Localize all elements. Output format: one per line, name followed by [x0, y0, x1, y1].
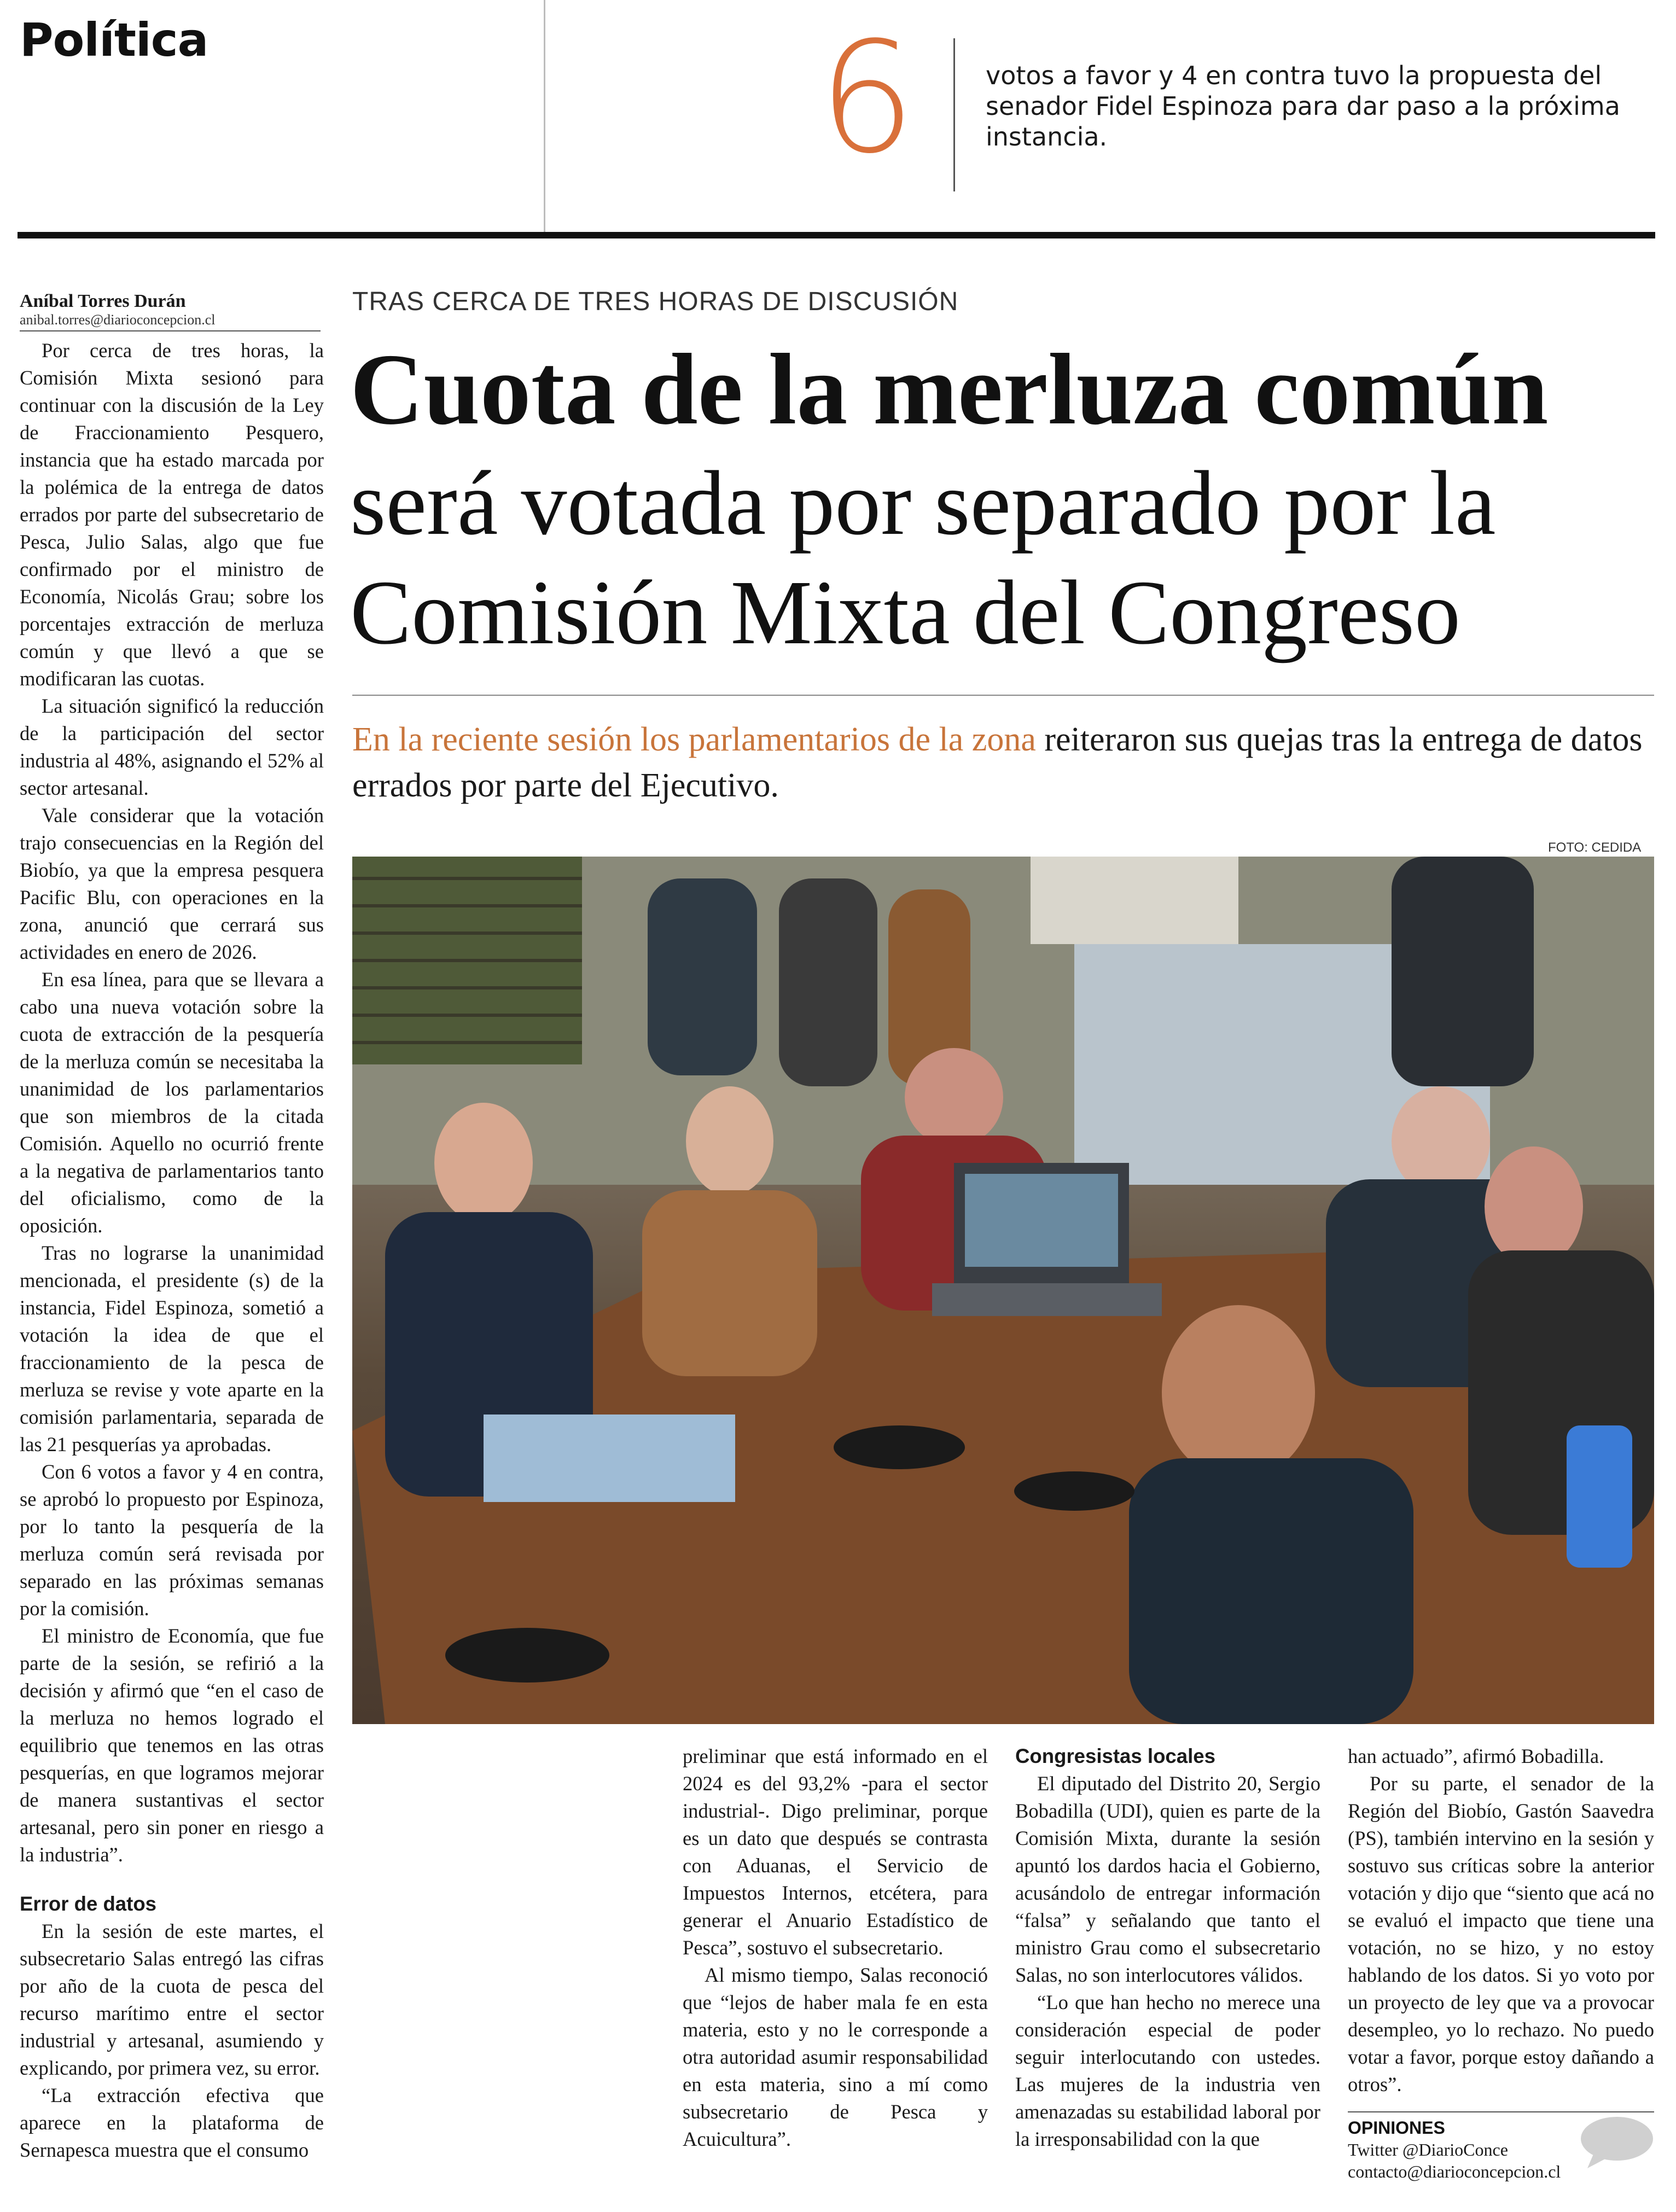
- session-photo: [352, 857, 1654, 1724]
- paragraph: En la sesión de este martes, el subsecretario Salas entregó las cifras por año de la cuota de pesca del recurso marítimo entre el sector industrial y artesanal, asumiendo y explicando, por primera vez, su error.: [20, 1920, 324, 2079]
- paragraph: El diputado del Distrito 20, Sergio Bobadilla (UDI), quien es parte de la Comisión Mixta, durante la sesión apuntó los dardos hacia el Gobierno, acusándolo de entregar información “falsa” y señalando que tanto el ministro Grau como el subsecretario Salas, no son interlocutores válidos.: [1015, 1772, 1320, 1986]
- opinions-label: OPINIONES: [1348, 2118, 1445, 2138]
- photo-person-camera: [1392, 857, 1534, 1086]
- deck: [352, 717, 1654, 808]
- footer-rule: [1348, 2111, 1654, 2112]
- paragraph: Vale considerar que la votación trajo consecuencias en la Región del Biobío, ya que la empresa pesquera Pacific Blu, con operaciones en la zona, anunció que cerrará sus actividades en enero de 2026.: [20, 804, 324, 963]
- photo-papers: [484, 1414, 735, 1502]
- byline-rule: [20, 330, 321, 331]
- paragraph: preliminar que está informado en el 2024 es del 93,2% -para el sector industrial-. Digo preliminar, porque es un dato que después se contrasta con Aduanas, el Servicio de Impuestos Internos, etcétera, para generar el Anuario Estadístico de Pesca”, sostuvo el subsecretario.: [683, 1745, 988, 1959]
- paragraph: han actuado”, afirmó Bobadilla.: [1348, 1745, 1604, 1767]
- paragraph: La situación significó la reducción de la participación del sector industria al 48%, asignando el 52% al sector artesanal.: [20, 695, 324, 799]
- subheading-congresistas-locales: Congresistas locales: [1015, 1745, 1215, 1767]
- article-column-3: [1015, 1743, 1320, 2153]
- photo-screen: [1031, 857, 1238, 944]
- highlight-number: 6: [818, 9, 916, 188]
- photo-laptop-screen: [965, 1174, 1118, 1267]
- section-title: Política: [20, 13, 208, 67]
- headline-line-2: será votada por separado por la: [350, 452, 1496, 554]
- kicker: TRAS CERCA DE TRES HORAS DE DISCUSIÓN: [352, 287, 959, 316]
- number-divider: [953, 38, 955, 191]
- article-column-1: [20, 337, 324, 2164]
- photo-person-standing-2: [779, 878, 877, 1086]
- headline-rule: [352, 695, 1654, 696]
- paragraph: El ministro de Economía, que fue parte de la sesión, se refirió a la decisión y afirmó que “en el caso de la merluza no hemos logrado el equilibrio que tenemos en las otras pesquerías, en que logramos mejorar de manera sustantivas el sector artesanal, pero sin poner en riesgo a la industria”.: [20, 1625, 324, 1866]
- deck-rest: reiteraron sus quejas tras la entrega de datos errados por parte del Ejecutivo.: [352, 721, 1643, 804]
- headline-line-3: Comisión Mixta del Congreso: [350, 562, 1460, 663]
- highlight-number-text: votos a favor y 4 en contra tuvo la propuesta del senador Fidel Espinoza para dar paso a la próxima instancia.: [986, 61, 1620, 152]
- contact-email: contacto@diarioconcepcion.cl: [1348, 2162, 1561, 2181]
- session-photo-illustration: [352, 857, 1654, 1724]
- deck-accent: En la reciente sesión los parlamentarios de la zona: [352, 721, 1036, 758]
- photo-person-seated-3-head: [905, 1048, 1003, 1146]
- paragraph: En esa línea, para que se llevara a cabo una nueva votación sobre la cuota de extracción de la pesquería de la merluza común se necesitaba la unanimidad de los parlamentarios que son miembros de la citada Comisión. Aquello no ocurrió frente a la negativa de parlamentarios tanto del oficialismo, como de la oposición.: [20, 968, 324, 1237]
- article-column-4: [1348, 1743, 1654, 2098]
- author-name: Aníbal Torres Durán: [20, 291, 186, 311]
- photo-person-seated-5-head: [1485, 1146, 1583, 1267]
- photo-phone: [1567, 1425, 1632, 1568]
- photo-person-seated-1-head: [434, 1103, 533, 1223]
- photo-microphone-1: [834, 1425, 965, 1469]
- header-divider: [544, 0, 545, 232]
- twitter-handle: Twitter @DiarioConce: [1348, 2140, 1508, 2159]
- article-column-2: [683, 1743, 988, 2153]
- photo-person-seated-6: [1129, 1458, 1413, 1724]
- paragraph: Al mismo tiempo, Salas reconoció que “lejos de haber mala fe en esta materia, esto y no le corresponde a otra autoridad asumir responsabilidad en esta materia, sino a mí como subsecretario de Pesca y Acuicultura”.: [683, 1964, 988, 2150]
- photo-person-seated-2-head: [686, 1086, 773, 1196]
- paragraph: “Lo que han hecho no merece una consideración especial de poder seguir interlocutando con ustedes. Las mujeres de la industria ven amenazadas su estabilidad laboral por la irresponsabilidad con la que: [1015, 1991, 1320, 2150]
- speech-bubble-icon: [1578, 2115, 1654, 2169]
- paragraph: Con 6 votos a favor y 4 en contra, se aprobó lo propuesto por Espinoza, por lo tanto la pesquería de la merluza común será revisada por separado en las próximas semanas por la comisión.: [20, 1460, 324, 1620]
- photo-person-standing-1: [648, 878, 757, 1075]
- headline-line-1: Cuota de la merluza común: [350, 333, 1549, 446]
- photo-microphone-2: [1014, 1471, 1134, 1511]
- header-rule: [18, 232, 1655, 238]
- paragraph: Tras no lograrse la unanimidad mencionada, el presidente (s) de la instancia, Fidel Espinoza, sometió a votación la idea de que el fraccionamiento de la pesca de merluza se revise y vote aparte en la comisión parlamentaria, separada de las 21 pesquerías ya aprobadas.: [20, 1242, 324, 1456]
- paragraph: Por cerca de tres horas, la Comisión Mixta sesionó para continuar con la discusión de la Ley de Fraccionamiento Pesquero, instancia que ha estado marcada por la polémica de la entrega de datos errados por parte del subsecretario de Pesca, Julio Salas, algo que fue confirmado por el ministro de Economía, Nicolás Grau; sobre los porcentajes extracción de merluza común y que llevó a que se modificaran las cuotas.: [20, 339, 324, 690]
- photo-laptop-base: [932, 1283, 1162, 1316]
- paragraph: Por su parte, el senador de la Región del Biobío, Gastón Saavedra (PS), también intervino en la sesión y sostuvo sus críticas sobre la anterior votación y dijo que “siento que acá no se evaluó el impacto que tiene una votación, no se hizo, y no estoy hablando de los datos. Si yo voto por un proyecto de ley que va a provocar desempleo, yo lo rechazo. No puedo votar a favor, porque estoy dañando a otros”.: [1348, 1772, 1654, 2095]
- paragraph: “La extracción efectiva que aparece en la plataforma de Sernapesca muestra que el consumo: [20, 2084, 324, 2161]
- subheading-error-de-datos: Error de datos: [20, 1893, 157, 1915]
- photo-person-seated-6-head: [1162, 1305, 1315, 1480]
- photo-credit: FOTO: CEDIDA: [1548, 840, 1642, 855]
- photo-microphone-3: [445, 1628, 609, 1683]
- photo-person-seated-2: [642, 1190, 817, 1376]
- author-email: anibal.torres@diarioconcepcion.cl: [20, 312, 216, 328]
